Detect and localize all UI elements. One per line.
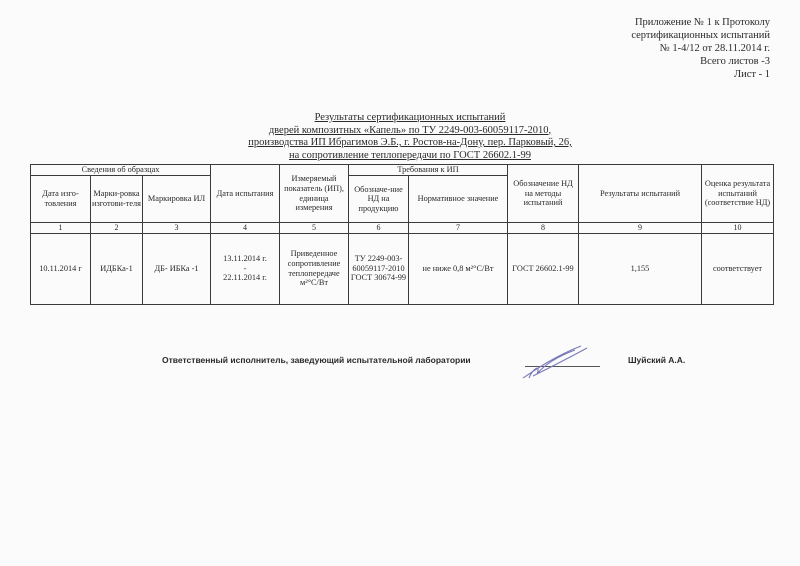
column-number: 8 bbox=[508, 223, 579, 234]
measured-text: Приведенное сопротивление теплопередаче bbox=[287, 249, 341, 278]
column-number: 3 bbox=[143, 223, 211, 234]
nd-line: ТУ 2249-003-60059117-2010 bbox=[352, 254, 405, 273]
cell-method-nd: ГОСТ 26602.1-99 bbox=[508, 233, 579, 304]
column-number: 10 bbox=[702, 223, 774, 234]
col-nd-designation-header: Обозначе-ние НД на продукцию bbox=[349, 176, 409, 223]
title-line: Результаты сертификационных испытаний bbox=[314, 112, 506, 123]
col-normative-header: Нормативное значение bbox=[409, 176, 508, 223]
responsible-person-label: Ответственный исполнитель, заведующий испытательной лаборатории bbox=[162, 355, 471, 365]
column-number: 1 bbox=[31, 223, 91, 234]
column-number: 7 bbox=[409, 223, 508, 234]
cell-assessment: соответствует bbox=[702, 233, 774, 304]
appendix-line: Всего листов -3 bbox=[700, 56, 770, 67]
title-line: дверей композитных «Капель» по ТУ 2249-003-60059117-2010, bbox=[268, 124, 552, 136]
title-line: на сопротивление теплопередачи по ГОСТ 26602.1-99 bbox=[289, 149, 531, 161]
cell-normative: не ниже 0,8 м²°С/Вт bbox=[409, 233, 508, 304]
signer-name: Шуйский А.А. bbox=[628, 355, 686, 365]
col-manufacture-date-header: Дата изго-товления bbox=[31, 176, 91, 223]
col-measured-header: Измеряемый показатель (ИП), единица измерения bbox=[280, 165, 349, 223]
appendix-header bbox=[510, 16, 770, 81]
group-samples-header: Сведения об образцах bbox=[31, 165, 211, 176]
results-table bbox=[30, 164, 774, 305]
column-number: 9 bbox=[579, 223, 702, 234]
appendix-line: сертификационных испытаний bbox=[631, 30, 770, 41]
col-test-date-header: Дата испытания bbox=[211, 165, 280, 223]
col-method-nd-header: Обозначение НД на методы испытаний bbox=[508, 165, 579, 223]
title-line: производства ИП Ибрагимов Э.Б., г. Ростов-на-Дону, пер. Парковый, 26, bbox=[248, 137, 572, 148]
nd-line: ГОСТ 30674-99 bbox=[350, 273, 407, 283]
cell-manufacture-date: 10.11.2014 г bbox=[31, 233, 91, 304]
cell-result: 1,155 bbox=[579, 233, 702, 304]
appendix-line: № 1-4/12 от 28.11.2014 г. bbox=[659, 43, 770, 54]
signature-mark bbox=[515, 342, 595, 382]
col-assessment-header: Оценка результата испытаний (соответствие НД) bbox=[702, 165, 774, 223]
column-number: 4 bbox=[211, 223, 280, 234]
col-results-header: Результаты испытаний bbox=[579, 165, 702, 223]
col-il-marking-header: Маркировка ИЛ bbox=[143, 176, 211, 223]
cell-nd-designation bbox=[349, 233, 409, 304]
cell-test-date bbox=[211, 233, 280, 304]
appendix-line: Приложение № 1 к Протоколу bbox=[634, 17, 770, 28]
measured-unit: м²°С/Вт bbox=[299, 278, 329, 288]
group-requirements-header: Требования к ИП bbox=[349, 165, 508, 176]
cell-manufacturer-marking: ИДБКа-1 bbox=[91, 233, 143, 304]
cell-measured bbox=[280, 233, 349, 304]
test-date-start: 13.11.2014 г. bbox=[223, 254, 267, 264]
cell-il-marking: ДБ- ИБКа -1 bbox=[143, 233, 211, 304]
column-number: 2 bbox=[91, 223, 143, 234]
col-manufacturer-marking-header: Марки-ровка изготови-теля bbox=[91, 176, 143, 223]
column-number: 5 bbox=[280, 223, 349, 234]
document-title bbox=[200, 112, 620, 162]
column-number: 6 bbox=[349, 223, 409, 234]
test-date-end: 22.11.2014 г. bbox=[223, 273, 267, 283]
table-row bbox=[31, 233, 774, 304]
appendix-line: Лист - 1 bbox=[734, 69, 770, 80]
test-date-separator: - bbox=[243, 263, 247, 273]
